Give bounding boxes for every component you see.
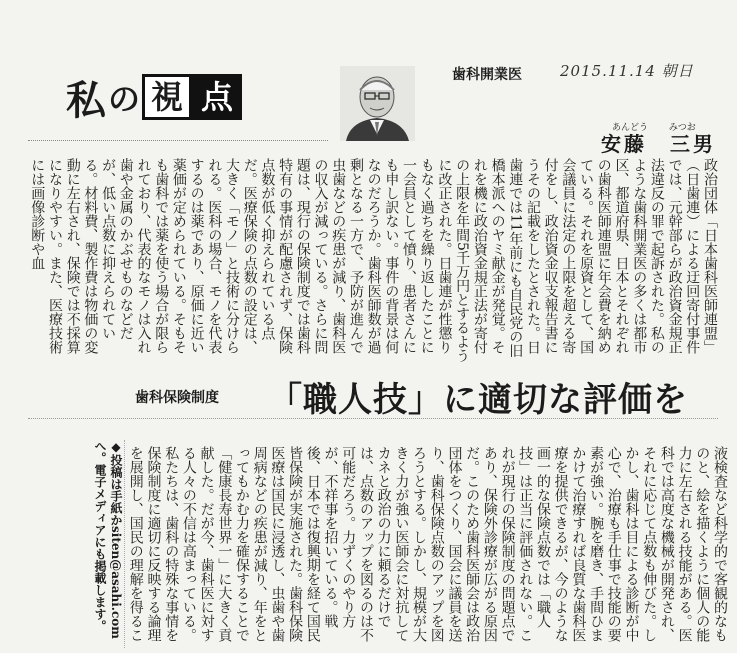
article-body-lower: 液検査など科学的で客観的なものと、絵を描くように個人の能力に左右される技能がある。医科では高度な機械が開発され、それに応じて点数も伸びた。しかし、歯科は目による診断が中心で、治療も手仕事で技能の要素が強い。腕を磨き、手間ひまかけて治療すれば良質な歯科医療を提供できるが、今のような画一的な保険点数では「職人技」は正当に評価されない。これが現行の保険制度の問題点であり、保険外診療が広がる原因だ。このため歯科医師会は政治団体をつくり、国会に議員を送り、歯科保険点数のアップを図ろうとする。しかし、規模が大きく力が強い医師会に対抗してカネと政治の力に頼るだけでは、点数のアップを図るのは不可能だろう。力ずくのやり方が、不祥事を招いている。戦後、日本では復興期を経て国民皆保険が実施された。歯科保険医療は国民に浸透し、虫歯や歯周病などの疾患が減り、年をとってもかむ力を確保することで「健康長寿世界一」に大きく貢献した。だが今、歯科医に対する人々の不信は高まっている。私たちは、歯科の特殊な事情を保険制度に適切に反映する論理を展開し、国民の理解を得るこ: [128, 446, 728, 642]
author-reading-given: みつお: [668, 123, 696, 133]
header-divider: [28, 140, 328, 141]
author-reading-family: あんどう: [612, 123, 649, 133]
column-title-ten: 点: [192, 74, 242, 120]
author-occupation: 歯科開業医: [452, 67, 522, 83]
author-photo: [340, 66, 415, 141]
column-title-watashi: 私: [66, 76, 106, 124]
author-name: 安藤 三男: [601, 132, 716, 156]
submission-divider: [124, 440, 125, 648]
handwritten-date-note: 2015.11.14 朝日: [560, 62, 694, 80]
article-category: 歯科保険制度: [135, 390, 219, 406]
author-portrait-image: [340, 66, 415, 141]
article-body-upper: 政治団体「日本歯科医師連盟」（日歯連）による迂回寄付事件では、元幹部らが政治資金規正法違反の罪で起訴された。私のような歯科開業医の多くは都市区、都道府県、日本とそれぞれの歯科医師連盟に年会費を納めている。それを原資として、国会議員に法定の上限を超える寄付をし、政治資金収支報告書にうその記載をしたとされた。日歯連では11年前にも自民党の旧橋本派へのヤミ献金が発覚。それを機に政治資金規正法が寄付の上限を年間5千万円とするように改正された。日歯連が性懲りもなく過ちを繰り返したことに一会員として憤り、患者さんにも申し訳ない。事件の背景は何なのだろうか。歯科医師数が過剰となる一方で、予防が進んで虫歯などの疾患が減り、歯科医の収入が減っている。さらに問題は、現行の保険制度では歯科特有の事情が配慮されず、保険点数が低く抑えられている点だ。医療保険の点数の設定は、大きく「モノ」と技術に分けられる。医科の場合、モノを代表するのは薬であり、原価に近い薬価が定められている。そもそも歯科では薬を使う場合が限られており、代表的なモノは入れ歯や金属のかぶせものなどだが、低い点数に抑えられている。材料費、製作費は物価の変動に左右され、保険では不採算になりやすい。また、医療技術には画像診断や血: [29, 158, 718, 363]
column-title-shi: 視: [142, 74, 192, 120]
column-title-no: の: [108, 80, 141, 118]
headline-divider: [28, 418, 718, 419]
submission-notice: ◆投稿は手紙かsiten@asahi.comへ。電子メディアにも掲載します。: [93, 440, 123, 639]
article-headline: 「職人技」に適切な評価を: [268, 380, 688, 420]
column-title: [66, 72, 242, 122]
